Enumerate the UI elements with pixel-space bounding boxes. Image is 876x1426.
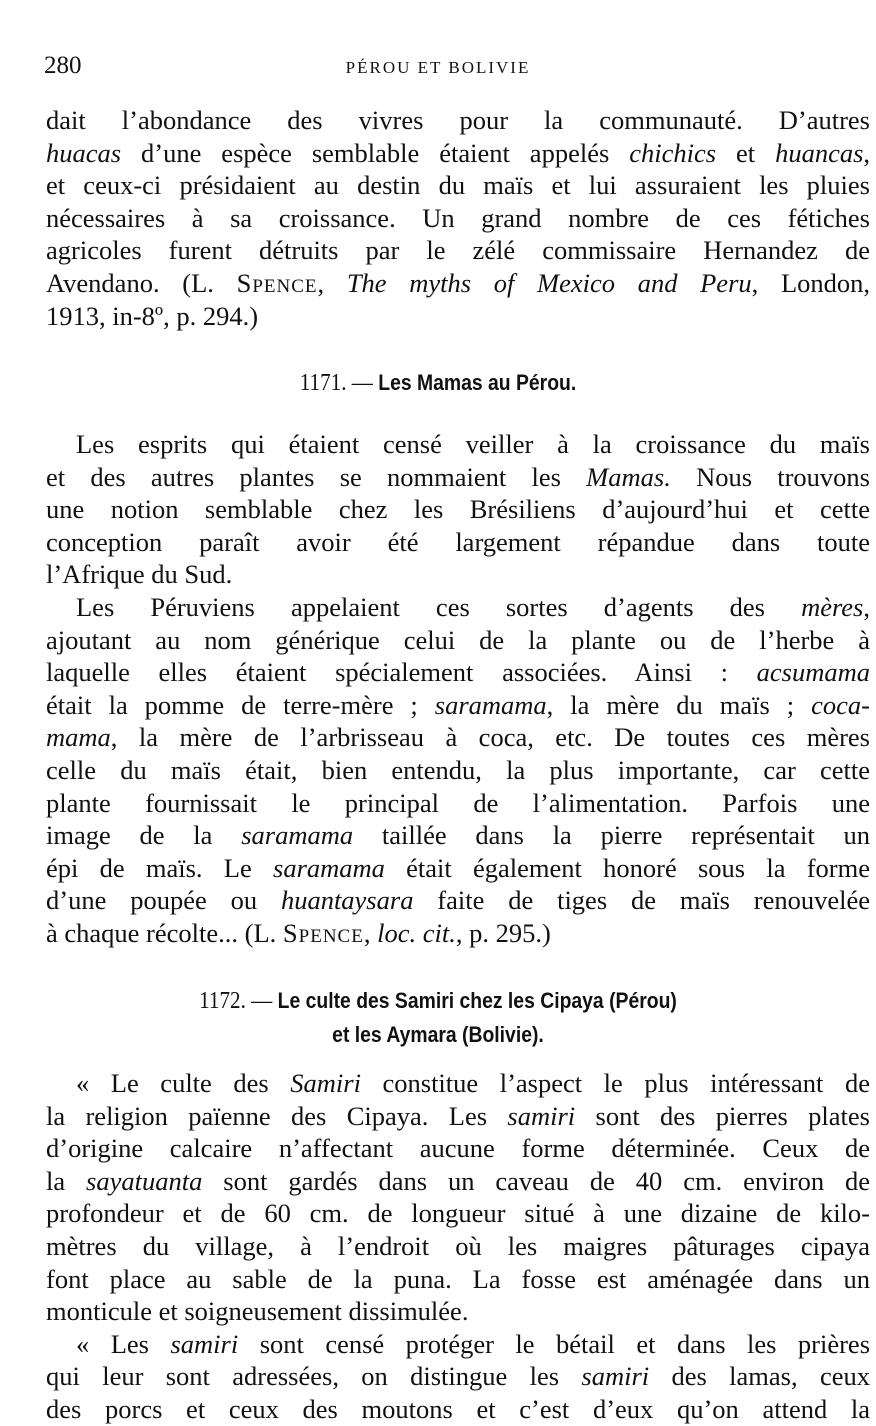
text-line <box>46 104 870 137</box>
text-line <box>46 1230 870 1263</box>
text-segment: la religion païenne des Cipaya. Les <box>46 1100 508 1131</box>
section-heading-1171 <box>53 370 824 397</box>
text-segment: sont censé protéger le bétail et dans les prières <box>238 1328 871 1359</box>
text-segment: qui leur sont adressées, on distingue les <box>46 1361 582 1392</box>
text-segment: d’une poupée ou <box>46 885 281 916</box>
text-segment: profondeur et de 60 cm. de longueur situé à une dizaine de kilo- <box>46 1198 870 1229</box>
text-segment: font place au sable de la puna. La fosse est aménagée dans un <box>46 1263 870 1294</box>
text-segment: Les esprits qui étaient censé veiller à la croissance du maïs <box>76 429 870 459</box>
text-line <box>46 1100 870 1133</box>
text-line <box>46 202 870 235</box>
text-line <box>46 1393 870 1426</box>
text-segment: conception paraît avoir été largement répandue dans toute <box>46 526 870 557</box>
text-line <box>46 721 870 754</box>
italic-text: coca- <box>811 689 870 720</box>
text-segment: d’une espèce semblable étaient appelés <box>121 137 630 168</box>
text-segment: laquelle elles étaient spécialement associées. Ainsi : <box>46 657 757 688</box>
text-line <box>46 300 870 333</box>
section-title-paren: (Pérou) <box>609 988 677 1013</box>
text-segment: « Les <box>76 1328 171 1359</box>
text-segment: une notion semblable chez les Brésiliens d’aujourd’hui et cette <box>46 494 870 525</box>
text-segment: épi de maïs. Le <box>46 852 273 883</box>
text-segment: , London, <box>751 267 871 298</box>
small-caps-author: Spence <box>236 267 318 298</box>
text-line <box>46 1295 870 1328</box>
italic-text: The myths of Mexico and Peru <box>346 267 752 298</box>
text-line <box>46 137 870 170</box>
section-number: 1171. — <box>299 370 373 396</box>
text-segment: sont des pierres plates <box>575 1100 870 1131</box>
italic-text: sayatuanta <box>86 1165 203 1196</box>
text-line <box>46 1328 870 1361</box>
italic-text: saramama <box>434 689 547 720</box>
text-segment: constitue l’aspect le plus intéressant de <box>360 1068 870 1098</box>
italic-text: saramama <box>273 852 385 883</box>
text-segment: , p. 295.) <box>455 917 551 948</box>
section-title-paren: (Bolivie). <box>462 1022 544 1047</box>
text-line <box>46 1263 870 1296</box>
section-title-line2: et les Aymara <box>332 1022 457 1047</box>
text-segment: 1913, in-8º, p. 294.) <box>46 300 259 331</box>
italic-text: Mamas. <box>586 461 671 492</box>
text-segment: mètres du village, à l’endroit où les maigres pâturages cipaya <box>46 1230 870 1261</box>
text-segment: nécessaires à sa croissance. Un grand nombre de ces fétiches <box>46 202 870 233</box>
text-line <box>46 558 870 591</box>
text-line <box>46 1197 870 1230</box>
text-line <box>46 461 870 494</box>
paragraph-block-2 <box>46 428 870 950</box>
page-number: 280 <box>44 52 82 79</box>
italic-text: samiri <box>581 1361 650 1392</box>
text-segment: à chaque récolte... (L. <box>46 917 283 948</box>
text-line <box>46 1067 870 1100</box>
text-segment: « Le culte des <box>76 1068 291 1098</box>
text-line <box>46 1165 870 1198</box>
text-segment: , la mère du maïs ; <box>546 689 812 720</box>
text-segment: , <box>363 917 378 948</box>
text-segment: agricoles furent détruits par le zélé commissaire Hernandez de <box>46 235 870 266</box>
text-line <box>46 591 870 624</box>
running-title: PÉROU ET BOLIVIE <box>345 58 531 77</box>
text-line <box>46 624 870 657</box>
text-segment: la <box>46 1165 87 1196</box>
section-title: Les Mamas au Pérou. <box>378 370 577 395</box>
paragraph-block-3 <box>46 1067 870 1426</box>
italic-text: mères <box>801 591 864 622</box>
text-segment: Nous trouvons <box>670 461 870 492</box>
text-segment: était également honoré sous la forme <box>384 852 870 883</box>
text-segment: image de la <box>46 820 242 851</box>
section-number: 1172. — <box>199 988 273 1014</box>
italic-text: acsumama <box>756 657 870 688</box>
text-segment: et des autres plantes se nommaient les <box>46 461 587 492</box>
text-line <box>46 754 870 787</box>
text-segment: , <box>863 591 870 622</box>
text-line <box>46 1360 870 1393</box>
text-segment: l’Afrique du Sud. <box>46 559 233 590</box>
italic-text: samiri <box>170 1328 239 1359</box>
italic-text: saramama <box>241 820 354 851</box>
text-segment: monticule et soigneusement dissimulée. <box>46 1296 469 1327</box>
text-segment: celle du maïs était, bien entendu, la plus importante, car cette <box>46 754 870 785</box>
italic-text: huancas <box>775 137 864 168</box>
text-line <box>46 917 870 950</box>
text-line <box>46 526 870 559</box>
text-segment: et ceux-ci présidaient au destin du maïs et lui assuraient les pluies <box>46 170 870 201</box>
italic-text: samiri <box>507 1100 576 1131</box>
text-line <box>46 689 870 722</box>
text-line <box>46 493 870 526</box>
italic-text: mama <box>46 722 111 753</box>
text-line <box>46 234 870 267</box>
text-line <box>46 884 870 917</box>
text-segment: était la pomme de terre-mère ; <box>46 689 435 720</box>
text-segment: , <box>317 267 347 298</box>
section-title: Le culte des Samiri chez les Cipaya <box>277 988 604 1013</box>
text-segment: , la mère de l’arbrisseau à coca, etc. De toutes ces mères <box>110 722 870 753</box>
paragraph-block-1 <box>46 104 870 332</box>
text-line <box>46 1132 870 1165</box>
text-segment: Les Péruviens appelaient ces sortes d’agents des <box>76 591 802 622</box>
text-line <box>46 169 870 202</box>
text-line <box>46 656 870 689</box>
text-segment: plante fournissait le principal de l’alimentation. Parfois une <box>46 787 870 818</box>
text-segment: des lamas, ceux <box>649 1361 870 1392</box>
text-segment: faite de tiges de maïs renouvelée <box>413 885 870 916</box>
text-segment: dait l’abondance des vivres pour la communauté. D’autres <box>46 105 870 135</box>
italic-text: chichics <box>629 137 717 168</box>
section-heading-1172 <box>53 984 824 1051</box>
small-caps-author: Spence <box>282 917 364 948</box>
text-line <box>46 267 870 300</box>
text-segment: des porcs et ceux des moutons et c’est d’eux qu’on attend la <box>46 1393 870 1424</box>
italic-text: huantaysara <box>280 885 414 916</box>
text-segment: ajoutant au nom générique celui de la plante ou de l’herbe à <box>46 624 870 655</box>
italic-text: loc. cit. <box>377 917 456 948</box>
italic-text: huacas <box>46 137 122 168</box>
text-segment: taillée dans la pierre représentait un <box>353 820 870 851</box>
italic-text: Samiri <box>290 1068 361 1098</box>
text-line <box>46 428 870 461</box>
text-segment: sont gardés dans un caveau de 40 cm. environ de <box>202 1165 870 1196</box>
text-segment: Avendano. (L. <box>46 267 237 298</box>
text-segment: et <box>716 137 776 168</box>
text-line <box>46 787 870 820</box>
text-segment: d’origine calcaire n’affectant aucune forme déterminée. Ceux de <box>46 1133 870 1164</box>
text-line <box>46 852 870 885</box>
text-line <box>46 819 870 852</box>
text-segment: , <box>863 137 871 168</box>
